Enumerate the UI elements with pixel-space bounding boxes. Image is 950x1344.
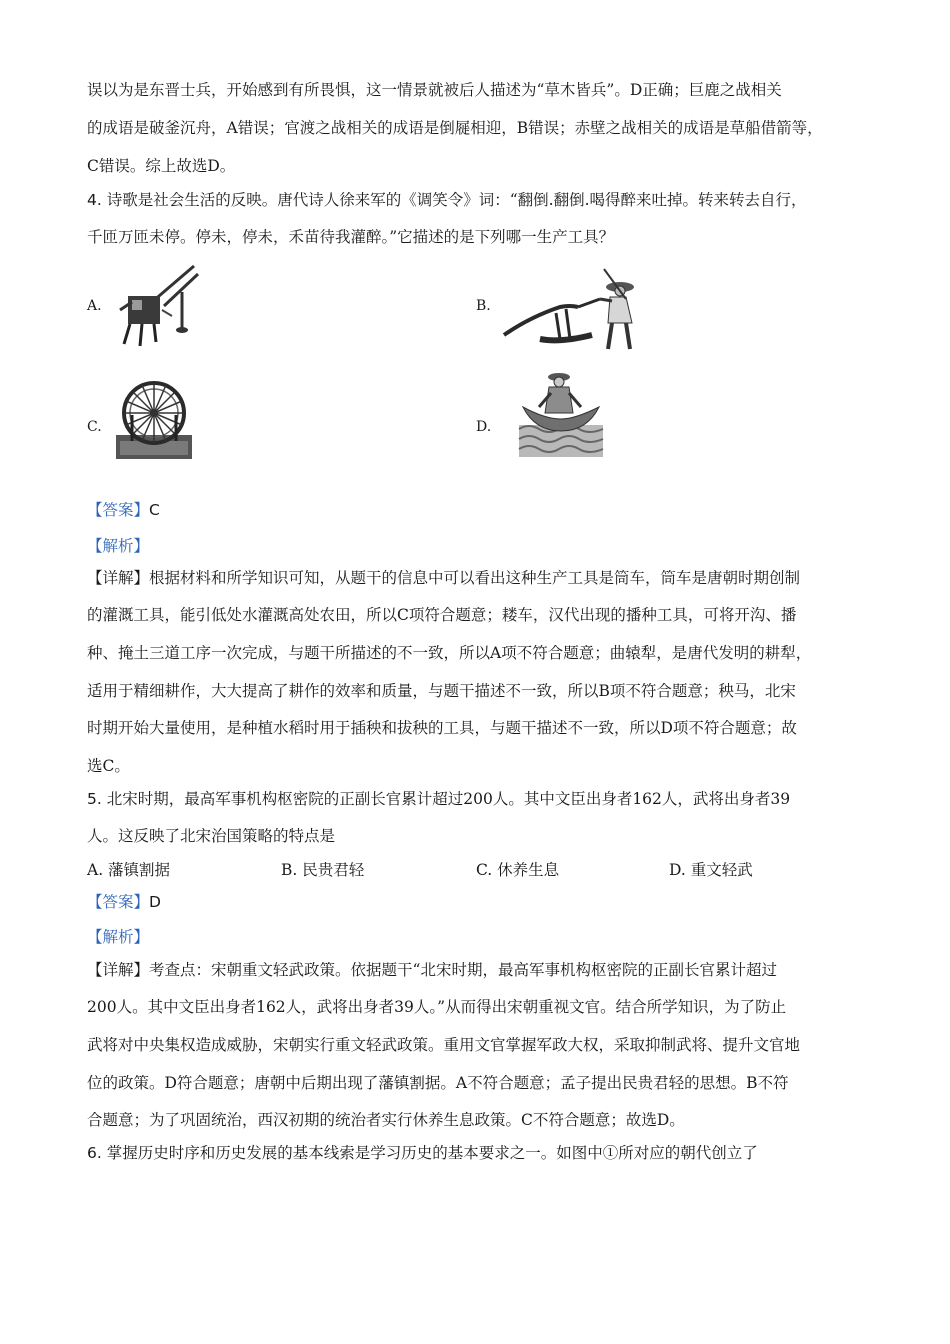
q4-detail-1 bbox=[87, 568, 800, 588]
q5-stem-1: 北宋时期，最高军事机构枢密院的正副长官累计超过200人。其中文臣出身者162人，武将出身者39 bbox=[106, 790, 791, 808]
q5-analysis-tag bbox=[87, 927, 149, 947]
prev-line-1: 误以为是东晋士兵，开始感到有所畏惧，这一情景就被后人描述为“草木皆兵”。D正确；巨鹿之战相关 bbox=[87, 81, 782, 99]
q4-option-c-label: C. bbox=[87, 419, 102, 435]
q5-detail-5: 合题意；为了巩固统治，西汉初期的统治者实行休养生息政策。C不符合题意；故选D。 bbox=[87, 1111, 685, 1129]
q4-option-b-label: B. bbox=[476, 298, 491, 314]
q5-detail-2: 200人。其中文臣出身者162人，武将出身者39人。”从而得出宋朝重视文官。结合所学知识，为了防止 bbox=[87, 998, 787, 1016]
q4-option-d-label: D. bbox=[476, 419, 492, 435]
q5-line-2: 人。这反映了北宋治国策略的特点是 bbox=[87, 827, 336, 845]
q5-detail-3: 武将对中央集权造成威胁，宋朝实行重文轻武政策。重用文官掌握军政大权，采取抑制武将、提升文官地 bbox=[87, 1036, 801, 1054]
q4-answer: C bbox=[149, 501, 160, 519]
q4-line-2: 千匝万匝未停。停未，停未，禾苗待我灌醉。”它描述的是下列哪一生产工具？ bbox=[87, 228, 615, 246]
answer-tag: 【答案】 bbox=[87, 893, 150, 911]
q5-detail-4: 位的政策。D符合题意；唐朝中后期出现了藩镇割据。A不符合题意；孟子提出民贵君轻的思想。B不符 bbox=[87, 1074, 789, 1092]
detail-tag: 【详解】 bbox=[87, 961, 150, 979]
q5-answer-line bbox=[87, 892, 161, 912]
detail-tag: 【详解】 bbox=[87, 569, 150, 587]
answer-tag: 【答案】 bbox=[87, 501, 150, 519]
water-wheel-image bbox=[112, 375, 194, 461]
analysis-tag: 【解析】 bbox=[87, 537, 150, 555]
q5-detail-1 bbox=[87, 960, 777, 980]
analysis-tag: 【解析】 bbox=[87, 928, 150, 946]
q5-choice-b: B. 民贵君轻 bbox=[281, 861, 365, 879]
q5-choice-c: C. 休养生息 bbox=[476, 861, 560, 879]
q4-detail-6: 选C。 bbox=[87, 757, 130, 775]
q6-stem-1: 掌握历史时序和历史发展的基本线索是学习历史的基本要求之一。如图中①所对应的朝代创立了 bbox=[106, 1144, 758, 1162]
q4-number: 4. bbox=[87, 191, 102, 209]
q4-option-a-label: A. bbox=[87, 298, 102, 314]
q5-detail-text-1: 考查点：宋朝重文轻武政策。依据题干“北宋时期，最高军事机构枢密院的正副长官累计超过 bbox=[149, 961, 777, 979]
q4-detail-3: 种、掩土三道工序一次完成，与题干所描述的不一致，所以A项不符合题意；曲辕犁，是唐代发明的耕犁， bbox=[87, 644, 812, 662]
prev-line-2: 的成语是破釜沉舟，A错误；官渡之战相关的成语是倒屣相迎，B错误；赤壁之战相关的成语是草船借箭等， bbox=[87, 119, 823, 137]
seed-drill-image bbox=[112, 262, 202, 350]
q4-analysis-tag bbox=[87, 536, 149, 556]
curved-plough-image bbox=[500, 265, 640, 355]
q4-stem-1: 诗歌是社会生活的反映。唐代诗人徐来军的《调笑令》词：“翻倒.翻倒.喝得醉来吐掉。转来转去自行， bbox=[106, 191, 807, 209]
q5-choice-d: D. 重文轻武 bbox=[669, 861, 753, 879]
q4-detail-text-1: 根据材料和所学知识可知，从题干的信息中可以看出这种生产工具是筒车，筒车是唐朝时期创制 bbox=[149, 569, 801, 587]
q5-choice-a: A. 藩镇割据 bbox=[87, 861, 171, 879]
prev-line-3: C错误。综上故选D。 bbox=[87, 157, 236, 175]
q4-line-1 bbox=[87, 190, 807, 210]
q6-number: 6. bbox=[87, 1144, 102, 1162]
q4-detail-2: 的灌溉工具，能引低处水灌溉高处农田，所以C项符合题意；耧车，汉代出现的播种工具，可将开沟、播 bbox=[87, 606, 797, 624]
q4-detail-5: 时期开始大量使用，是种植水稻时用于插秧和拔秧的工具，与题干描述不一致，所以D项不符合题意；故 bbox=[87, 719, 797, 737]
q4-detail-4: 适用于精细耕作，大大提高了耕作的效率和质量，与题干描述不一致，所以B项不符合题意；秧马，北宋 bbox=[87, 682, 796, 700]
q4-answer-line bbox=[87, 500, 160, 520]
q5-line-1 bbox=[87, 789, 790, 809]
q5-answer: D bbox=[149, 893, 161, 911]
seedling-horse-image bbox=[515, 367, 607, 461]
q6-line-1 bbox=[87, 1143, 758, 1163]
q5-number: 5. bbox=[87, 790, 102, 808]
